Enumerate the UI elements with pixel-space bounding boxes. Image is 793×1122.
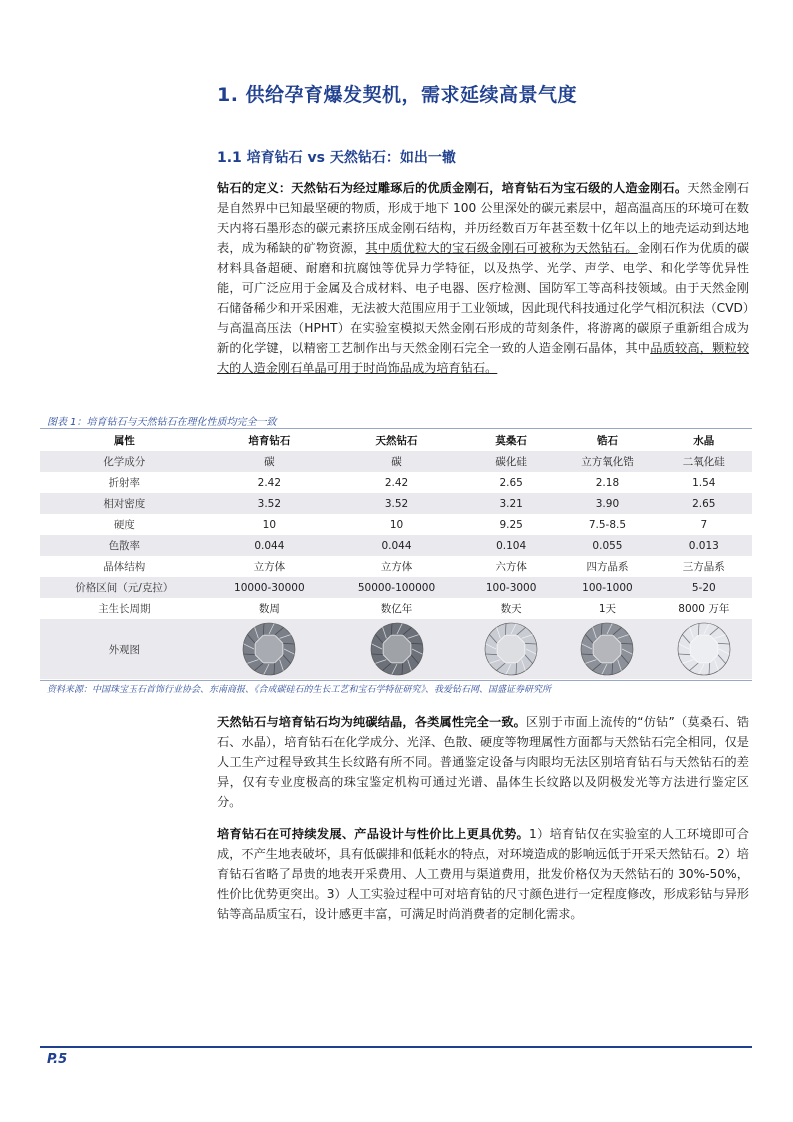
table-header-row bbox=[40, 430, 752, 451]
section-heading: 1. 供给孕育爆发契机，需求延续高景气度 bbox=[217, 84, 578, 106]
table-cell: 3.52 bbox=[209, 493, 330, 514]
table-cell: 碳化硅 bbox=[463, 451, 559, 472]
figure-bottom-rule bbox=[40, 680, 752, 681]
row-label: 主生长周期 bbox=[98, 603, 151, 615]
paragraph-lead: 钻石的定义：天然钻石为经过雕琢后的优质金刚石，培育钻石为宝石级的人造金刚石。 bbox=[217, 181, 688, 195]
table-cell: 1天 bbox=[598, 603, 617, 615]
table-cell: 0.013 bbox=[656, 535, 752, 556]
zircon-image bbox=[579, 621, 635, 677]
table-cell: 3.21 bbox=[463, 493, 559, 514]
table-cell: 7.5-8.5 bbox=[588, 518, 627, 531]
gem-image-cell bbox=[559, 619, 655, 679]
paragraph-lead: 培育钻石在可持续发展、产品设计与性价比上更具优势。 bbox=[217, 827, 530, 841]
table-cell: 数天 bbox=[500, 603, 522, 615]
table-row bbox=[40, 577, 752, 598]
table-header-cell: 锆石 bbox=[559, 430, 655, 451]
table-cell: 2.18 bbox=[595, 476, 620, 489]
gem-image-cell bbox=[330, 619, 463, 679]
row-label: 价格区间（元/克拉） bbox=[40, 577, 209, 598]
table-cell: 10 bbox=[262, 518, 277, 531]
table-cell: 7 bbox=[700, 518, 708, 531]
subsection-heading: 1.1 培育钻石 vs 天然钻石：如出一辙 bbox=[217, 150, 456, 166]
paragraph-text: 区别于市面上流传的“仿钻”（莫桑石、锆石、水晶），培育钻石在化学成分、光泽、色散、硬度等物理属性方面都与天然钻石完全相同，仅是人工生产过程导致其生长纹路有所不同。普通鉴定设备与肉眼均无法区别培育钻石与天然钻石的差异，仅有专业度极高的珠宝鉴定机构可通过光谱、晶体生长纹路以及阴极发光等方法进行鉴定区分。 bbox=[217, 715, 749, 809]
table-cell: 5-20 bbox=[656, 577, 752, 598]
table-cell: 8000 万年 bbox=[678, 603, 730, 615]
row-label: 硬度 bbox=[113, 519, 135, 531]
comparison-table bbox=[40, 430, 752, 679]
table-cell: 数亿年 bbox=[380, 603, 413, 615]
page-number: P.5 bbox=[47, 1052, 68, 1067]
table-cell: 0.044 bbox=[330, 535, 463, 556]
table-cell: 100-3000 bbox=[463, 577, 559, 598]
table-cell: 立方氧化锆 bbox=[559, 451, 655, 472]
table-cell: 立方体 bbox=[253, 561, 286, 573]
table-header-cell: 莫桑石 bbox=[463, 430, 559, 451]
table-header-cell: 培育钻石 bbox=[209, 430, 330, 451]
table-cell: 六方体 bbox=[495, 561, 527, 573]
table-cell: 2.42 bbox=[384, 476, 409, 489]
row-label: 外观图 bbox=[40, 619, 209, 679]
moissanite-image bbox=[483, 621, 539, 677]
row-label: 化学成分 bbox=[40, 451, 209, 472]
table-cell: 50000-100000 bbox=[330, 577, 463, 598]
table-cell: 2.42 bbox=[257, 476, 282, 489]
table-cell: 四方晶系 bbox=[586, 561, 629, 573]
table-cell: 3.52 bbox=[330, 493, 463, 514]
figure-source: 资料来源：中国珠宝玉石首饰行业协会、东南商报、《合成碳硅石的生长工艺和宝石学特征研究》、我爱钻石网、国盛证券研究所 bbox=[47, 685, 552, 695]
properties-paragraph bbox=[217, 712, 749, 812]
table-cell: 0.055 bbox=[559, 535, 655, 556]
table-row bbox=[40, 514, 752, 535]
table-row bbox=[40, 451, 752, 472]
gem-image-cell bbox=[656, 619, 752, 679]
underlined-text: 品质较高，颗粒较大的人造金刚石单晶可用于时尚饰品成为培育钻石。 bbox=[217, 341, 750, 375]
row-label: 晶体结构 bbox=[103, 561, 146, 573]
crystal-image bbox=[676, 621, 732, 677]
gem-image-cell bbox=[209, 619, 330, 679]
row-label: 相对密度 bbox=[40, 493, 209, 514]
figure-caption: 图表 1：培育钻石与天然钻石在理化性质均完全一致 bbox=[47, 417, 277, 428]
table-cell: 0.104 bbox=[463, 535, 559, 556]
definition-paragraph bbox=[217, 178, 749, 378]
figure-top-rule bbox=[40, 428, 752, 429]
table-cell: 2.65 bbox=[656, 493, 752, 514]
row-label: 折射率 bbox=[108, 477, 141, 489]
table-cell: 二氧化硅 bbox=[656, 451, 752, 472]
paragraph-text: 天然金刚石是自然界中已知最坚硬的物质，形成于地下 100 公里深处的碳元素层中，超高温高压的环境可在数天内将石墨形态的碳元素挤压成金刚石结构，并历经数百万年甚至数十亿年以上的地壳运动到达地表，成为稀缺的矿物资源， bbox=[217, 181, 750, 255]
table-row-appearance bbox=[40, 619, 752, 679]
table-row bbox=[40, 493, 752, 514]
gem-image-cell bbox=[463, 619, 559, 679]
row-label: 色散率 bbox=[40, 535, 209, 556]
table-cell: 9.25 bbox=[499, 518, 523, 531]
footer-rule bbox=[40, 1046, 752, 1048]
table-cell: 0.044 bbox=[209, 535, 330, 556]
table-header-cell: 属性 bbox=[40, 430, 209, 451]
lab-diamond-image bbox=[241, 621, 297, 677]
table-cell: 100-1000 bbox=[559, 577, 655, 598]
table-cell: 三方晶系 bbox=[682, 561, 725, 573]
table-cell: 10000-30000 bbox=[209, 577, 330, 598]
underlined-text: 其中质优粒大的宝石级金刚石可被称为天然钻石。 bbox=[365, 241, 638, 255]
table-row bbox=[40, 598, 752, 619]
natural-diamond-image bbox=[369, 621, 425, 677]
table-cell: 碳 bbox=[330, 451, 463, 472]
table-header-cell: 天然钻石 bbox=[330, 430, 463, 451]
paragraph-text: 金刚石作为优质的碳材料具备超硬、耐磨和抗腐蚀等优异力学特征，以及热学、光学、声学、电学、和化学等优异性能，可广泛应用于金属及合成材料、电子电器、医疗检测、国防军工等高科技领域。由于天然金刚石储备稀少和开采困难，无法被大范围应用于工业领域，因此现代科技通过化学气相沉积法（CVD）与高温高压法（HPHT）在实验室模拟天然金刚石形成的苛刻条件，将游离的碳原子重新组合成为新的化学键，以精密工艺制作出与天然金刚石完全一致的人造金刚石晶体，其中 bbox=[217, 241, 750, 355]
advantages-paragraph bbox=[217, 824, 749, 924]
table-cell: 1.54 bbox=[692, 476, 716, 489]
table-row bbox=[40, 556, 752, 577]
paragraph-lead: 天然钻石与培育钻石均为纯碳结晶，各类属性完全一致。 bbox=[217, 715, 527, 729]
paragraph-text: 1）培育钻仅在实验室的人工环境即可合成，不产生地表破坏，具有低碳排和低耗水的特点，对环境造成的影响远低于开采天然钻石。2）培育钻石省略了昂贵的地表开采费用、人工费用与渠道费用，批发价格仅为天然钻石的 30%-50%，性价比优势更突出。3）人工实验过程中可对培育钻的尺寸颜色进行一定程度修改，形成彩钻与异形钻等高品质宝石，设计感更丰富，可满足时尚消费者的定制化需求。 bbox=[217, 827, 749, 921]
table-cell: 3.90 bbox=[559, 493, 655, 514]
table-cell: 数周 bbox=[258, 603, 280, 615]
table-cell: 立方体 bbox=[380, 561, 413, 573]
table-cell: 10 bbox=[389, 518, 404, 531]
table-row bbox=[40, 472, 752, 493]
table-cell: 2.65 bbox=[499, 476, 523, 489]
table-header-cell: 水晶 bbox=[656, 430, 752, 451]
table-cell: 碳 bbox=[209, 451, 330, 472]
table-row bbox=[40, 535, 752, 556]
